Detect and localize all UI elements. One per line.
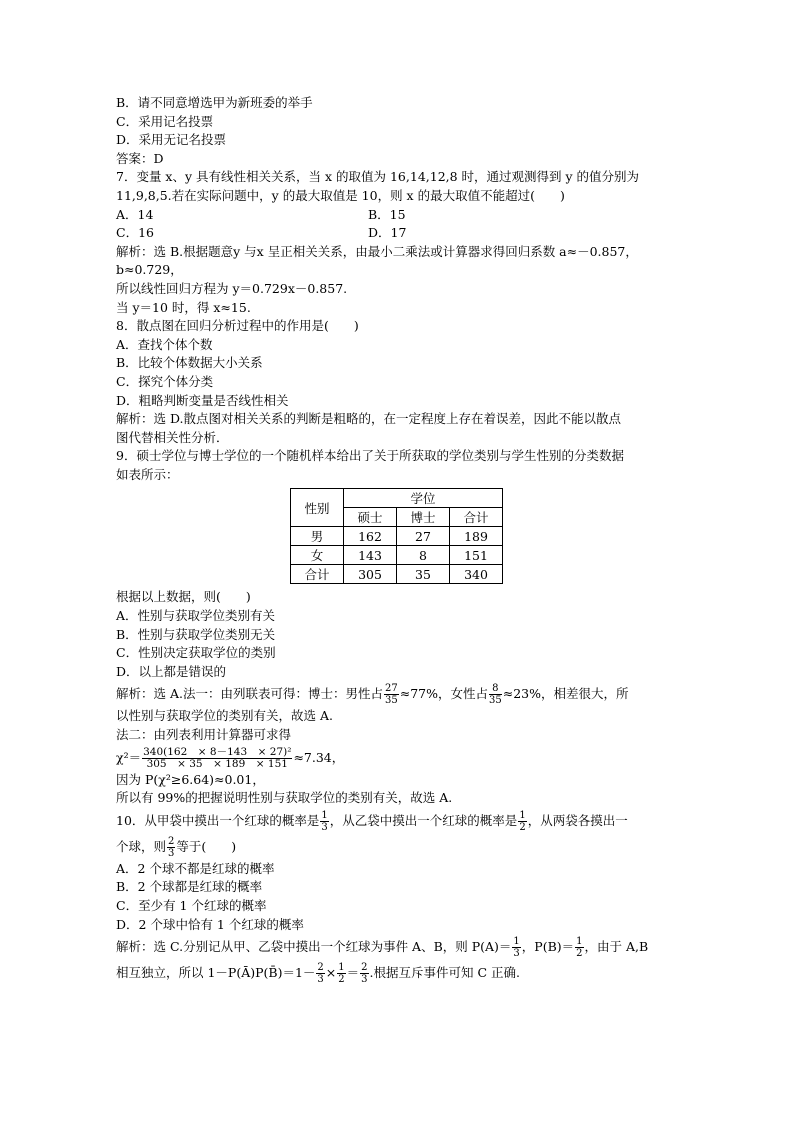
question-text: 等于( ) — [176, 838, 237, 854]
option-d: D．采用无记名投票 — [116, 132, 227, 148]
question-9: 9．硕士学位与博士学位的一个随机样本给出了关于所获取的学位类别与学生性别的分类数据 — [116, 448, 624, 464]
fraction — [167, 836, 175, 859]
solution-9-cont: 法二：由列表利用计算器可求得 — [116, 727, 292, 743]
solution-text: ≈23%，相差很大，所 — [502, 686, 629, 702]
table-row — [291, 527, 503, 546]
table-cell: 340 — [450, 565, 503, 584]
option-d: D．以上都是错误的 — [116, 663, 227, 679]
fraction-denominator: 305 × 35 × 189 × 151 — [146, 757, 288, 770]
option-c: C．采用记名投票 — [116, 113, 214, 129]
fraction-numerator: 2 — [168, 835, 175, 847]
fraction — [142, 747, 292, 770]
question-text: ，从乙袋中摸出一个红球的概率是 — [329, 812, 518, 828]
table-cell: 143 — [344, 546, 397, 565]
fraction-numerator: 27 — [384, 683, 398, 695]
fraction-denominator: 3 — [361, 974, 368, 986]
option-b: B．比较个体数据大小关系 — [116, 355, 263, 371]
table-col-header: 硕士 — [344, 508, 397, 527]
fraction — [489, 683, 502, 706]
option-d: D．2 个球中恰有 1 个红球的概率 — [116, 916, 304, 932]
solution-7: 解析：选 B.根据题意y 与x 呈正相关关系，由最小二乘法或计算器求得回归系数 a≈－0.857， — [116, 243, 638, 259]
fraction-numerator: 1 — [321, 809, 328, 821]
question-10-cont — [116, 834, 686, 860]
question-7: 7．变量 x、y 具有线性相关关系，当 x 的取值为 16,14,12,8 时，通过观测得到 y 的值分别为 — [116, 169, 640, 185]
fraction-denominator: 2 — [338, 974, 345, 986]
option-b: B．请不同意增选甲为新班委的举手 — [116, 95, 313, 110]
formula-text: ≈7.34， — [293, 749, 345, 765]
solution-9-cont: 以性别与获取学位的类别有关，故选 A. — [116, 708, 333, 724]
option-b: B．15 — [368, 206, 406, 222]
solution-8-cont: 图代替相关性分析． — [116, 429, 229, 445]
formula-text: χ²＝ — [116, 749, 142, 765]
fraction — [320, 810, 328, 833]
table-cell: 305 — [344, 565, 397, 584]
fraction — [316, 962, 324, 985]
solution-text: ≈77%，女性占 — [399, 686, 488, 702]
table-cell: 189 — [450, 527, 503, 546]
chi-square-formula — [116, 745, 686, 771]
solution-9-cont: 因为 P(χ²≥6.64)≈0.01， — [116, 771, 265, 787]
solution-10 — [116, 934, 686, 960]
option-a: A．2 个球不都是红球的概率 — [116, 860, 275, 876]
fraction — [360, 962, 368, 985]
option-c: C．至少有 1 个红球的概率 — [116, 898, 267, 913]
fraction — [512, 936, 520, 959]
solution-9-cont: 所以有 99%的把握说明性别与获取学位的类别有关，故选 A. — [116, 790, 453, 806]
option-c: C．16 — [116, 225, 154, 241]
fraction-numerator: 2 — [361, 962, 368, 974]
table-cell: 35 — [397, 565, 450, 584]
solution-text: .根据互斥事件可知 C 正确. — [369, 965, 521, 981]
option-a: A．查找个体个数 — [116, 336, 213, 352]
solution-text: ＝ — [346, 965, 360, 981]
table-row-label: 男 — [291, 527, 344, 546]
table-cell: 151 — [450, 546, 503, 565]
question-9-cont: 根据以上数据，则( ) — [116, 589, 251, 605]
table-row-label: 女 — [291, 546, 344, 565]
table-row-label: 合计 — [291, 565, 344, 584]
solution-8: 解析：选 D.散点图对相关关系的判断是粗略的，在一定程度上存在着误差，因此不能以散点 — [116, 411, 622, 427]
solution-10-cont — [116, 960, 686, 986]
fraction-numerator: 1 — [338, 962, 345, 974]
option-b: B．性别与获取学位类别无关 — [116, 626, 276, 642]
solution-text: 解析：选 C.分别记从甲、乙袋中摸出一个红球为事件 A、B，则 P(A)＝ — [116, 939, 512, 955]
option-a: A．14 — [116, 206, 154, 222]
table-header-degree: 学位 — [344, 489, 503, 508]
answer: 答案：D — [116, 150, 164, 166]
question-text: 10．从甲袋中摸出一个红球的概率是 — [116, 812, 320, 828]
option-a: A．性别与获取学位类别有关 — [116, 608, 276, 624]
fraction-numerator: 340(162 × 8－143 × 27)² — [143, 745, 292, 758]
fraction-denominator: 3 — [317, 974, 324, 986]
question-8: 8．散点图在回归分析过程中的作用是( ) — [116, 318, 359, 334]
solution-text: 相互独立，所以 1－P(Ā)P(B̄)＝1－ — [116, 965, 316, 981]
fraction-numerator: 2 — [317, 962, 324, 974]
solution-text: ，P(B)＝ — [521, 939, 575, 955]
solution-text: × — [325, 965, 337, 981]
solution-7-cont: b≈0.729， — [116, 262, 183, 278]
fraction-denominator: 2 — [576, 948, 583, 960]
fraction — [384, 683, 399, 706]
fraction-denominator: 3 — [321, 821, 328, 833]
fraction-denominator: 3 — [168, 847, 175, 859]
fraction-numerator: 1 — [519, 809, 526, 821]
question-text: ，从两袋各摸出一 — [527, 812, 628, 828]
table-col-header: 博士 — [397, 508, 450, 527]
table-row — [291, 565, 503, 584]
fraction — [575, 936, 583, 959]
solution-text: ，由于 A,B — [584, 939, 649, 955]
option-c: C．性别决定获取学位的类别 — [116, 645, 276, 661]
fraction-numerator: 1 — [513, 936, 520, 948]
fraction-denominator: 2 — [519, 821, 526, 833]
question-7-cont: 11,9,8,5.若在实际问题中，y 的最大取值是 10，则 x 的最大取值不能超过( ) — [116, 187, 565, 203]
solution-9 — [116, 681, 686, 707]
table-header-gender: 性别 — [291, 489, 344, 527]
solution-7-cont: 当 y＝10 时，得 x≈15. — [116, 299, 251, 315]
option-d: D．17 — [368, 225, 407, 241]
question-9-cont: 如表所示： — [116, 466, 179, 482]
question-10 — [116, 808, 686, 834]
fraction-denominator: 35 — [384, 695, 398, 707]
table-row — [291, 546, 503, 565]
fraction — [337, 962, 345, 985]
fraction-numerator: 8 — [489, 683, 502, 695]
fraction-numerator: 1 — [576, 936, 583, 948]
option-b: B．2 个球都是红球的概率 — [116, 879, 263, 895]
table-cell: 8 — [397, 546, 450, 565]
contingency-table — [290, 488, 503, 584]
option-c: C．探究个体分类 — [116, 373, 214, 389]
table-col-header: 合计 — [450, 508, 503, 527]
options-row — [116, 206, 686, 225]
question-text: 个球，则 — [116, 838, 167, 854]
solution-7-cont: 所以线性回归方程为 y＝0.729x－0.857. — [116, 280, 348, 296]
options-row — [116, 224, 686, 243]
fraction — [518, 810, 526, 833]
document-page — [116, 94, 686, 986]
table-cell: 27 — [397, 527, 450, 546]
fraction-denominator: 3 — [513, 948, 520, 960]
table-cell: 162 — [344, 527, 397, 546]
solution-text: 解析：选 A.法一：由列联表可得：博士：男性占 — [116, 686, 383, 702]
fraction-denominator: 35 — [488, 695, 502, 707]
option-d: D．粗略判断变量是否线性相关 — [116, 392, 289, 408]
